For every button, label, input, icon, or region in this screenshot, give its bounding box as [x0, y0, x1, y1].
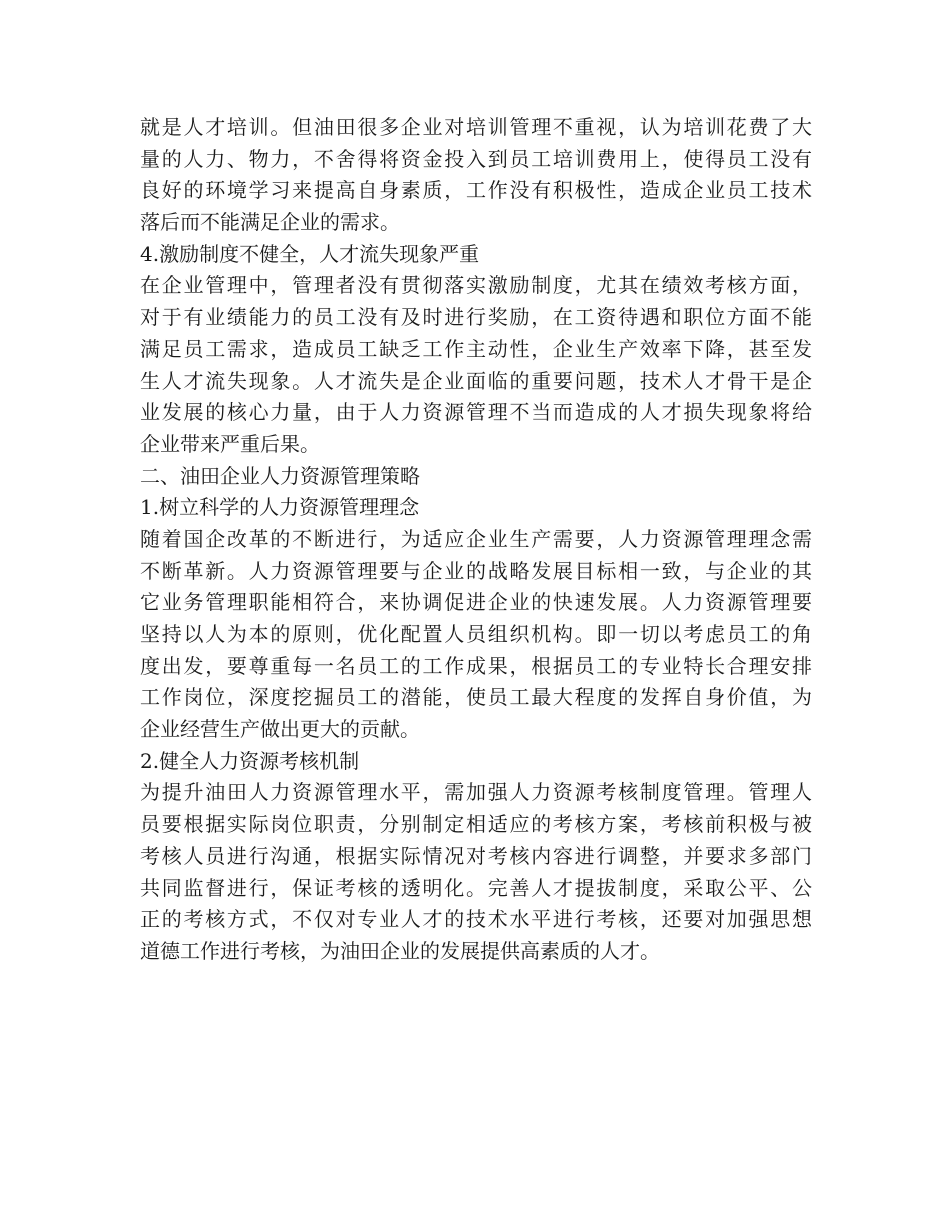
- text-line: 对于有业绩能力的员工没有及时进行奖励，在工资待遇和职位方面不能: [140, 305, 812, 330]
- text-line: 为提升油田人力资源管理水平，需加强人力资源考核制度管理。管理人: [140, 780, 812, 805]
- text-line: 不断革新。人力资源管理要与企业的战略发展目标相一致，与企业的其: [140, 558, 812, 583]
- text-line: 它业务管理职能相符合，来协调促进企业的快速发展。人力资源管理要: [140, 590, 812, 615]
- paragraph: [140, 270, 812, 460]
- text-line: 共同监督进行，保证考核的透明化。完善人才提拔制度，采取公平、公: [140, 875, 812, 900]
- text-line: 考核人员进行沟通，根据实际情况对考核内容进行调整，并要求多部门: [140, 843, 812, 868]
- section-heading: 4.激励制度不健全，人才流失现象严重: [140, 241, 480, 266]
- text-line: 企业经营生产做出更大的贡献。: [140, 717, 420, 742]
- text-line: 坚持以人为本的原则，优化配置人员组织机构。即一切以考虑员工的角: [140, 622, 812, 646]
- text-line: 满足员工需求，造成员工缺乏工作主动性，企业生产效率下降，甚至发: [140, 336, 812, 361]
- text-line: 生人才流失现象。人才流失是企业面临的重要问题，技术人才骨干是企: [140, 368, 812, 393]
- document-page: [140, 112, 812, 968]
- section-heading: 2.健全人力资源考核机制: [140, 748, 360, 773]
- text-line: 在企业管理中，管理者没有贯彻落实激励制度，尤其在绩效考核方面，: [140, 273, 812, 298]
- paragraph: [140, 112, 812, 239]
- text-line: 工作岗位，深度挖掘员工的潜能，使员工最大程度的发挥自身价值，为: [140, 685, 812, 710]
- text-line: 量的人力、物力，不舍得将资金投入到员工培训费用上，使得员工没有: [140, 146, 812, 171]
- text-line: 正的考核方式，不仅对专业人才的技术水平进行考核，还要对加强思想: [140, 907, 812, 932]
- text-line: 企业带来严重后果。: [140, 431, 320, 456]
- text-line: 良好的环境学习来提高自身素质，工作没有积极性，造成企业员工技术: [140, 178, 812, 203]
- section-heading: 1.树立科学的人力资源管理理念: [140, 495, 420, 520]
- text-line: 随着国企改革的不断进行，为适应企业生产需要，人力资源管理理念需: [140, 526, 812, 551]
- paragraph: [140, 777, 812, 967]
- text-line: 道德工作进行考核，为油田企业的发展提供高素质的人才。: [140, 938, 660, 963]
- text-line: 度出发，要尊重每一名员工的工作成果，根据员工的专业特长合理安排: [140, 653, 812, 678]
- chapter-heading: 二、油田企业人力资源管理策略: [140, 463, 420, 488]
- paragraph: [140, 524, 812, 746]
- text-line: 员要根据实际岗位职责，分别制定相适应的考核方案，考核前积极与被: [140, 812, 812, 837]
- text-line: 就是人才培训。但油田很多企业对培训管理不重视，认为培训花费了大: [140, 115, 812, 139]
- text-line: 业发展的核心力量，由于人力资源管理不当而造成的人才损失现象将给: [140, 400, 812, 425]
- text-line: 落后而不能满足企业的需求。: [140, 210, 400, 235]
